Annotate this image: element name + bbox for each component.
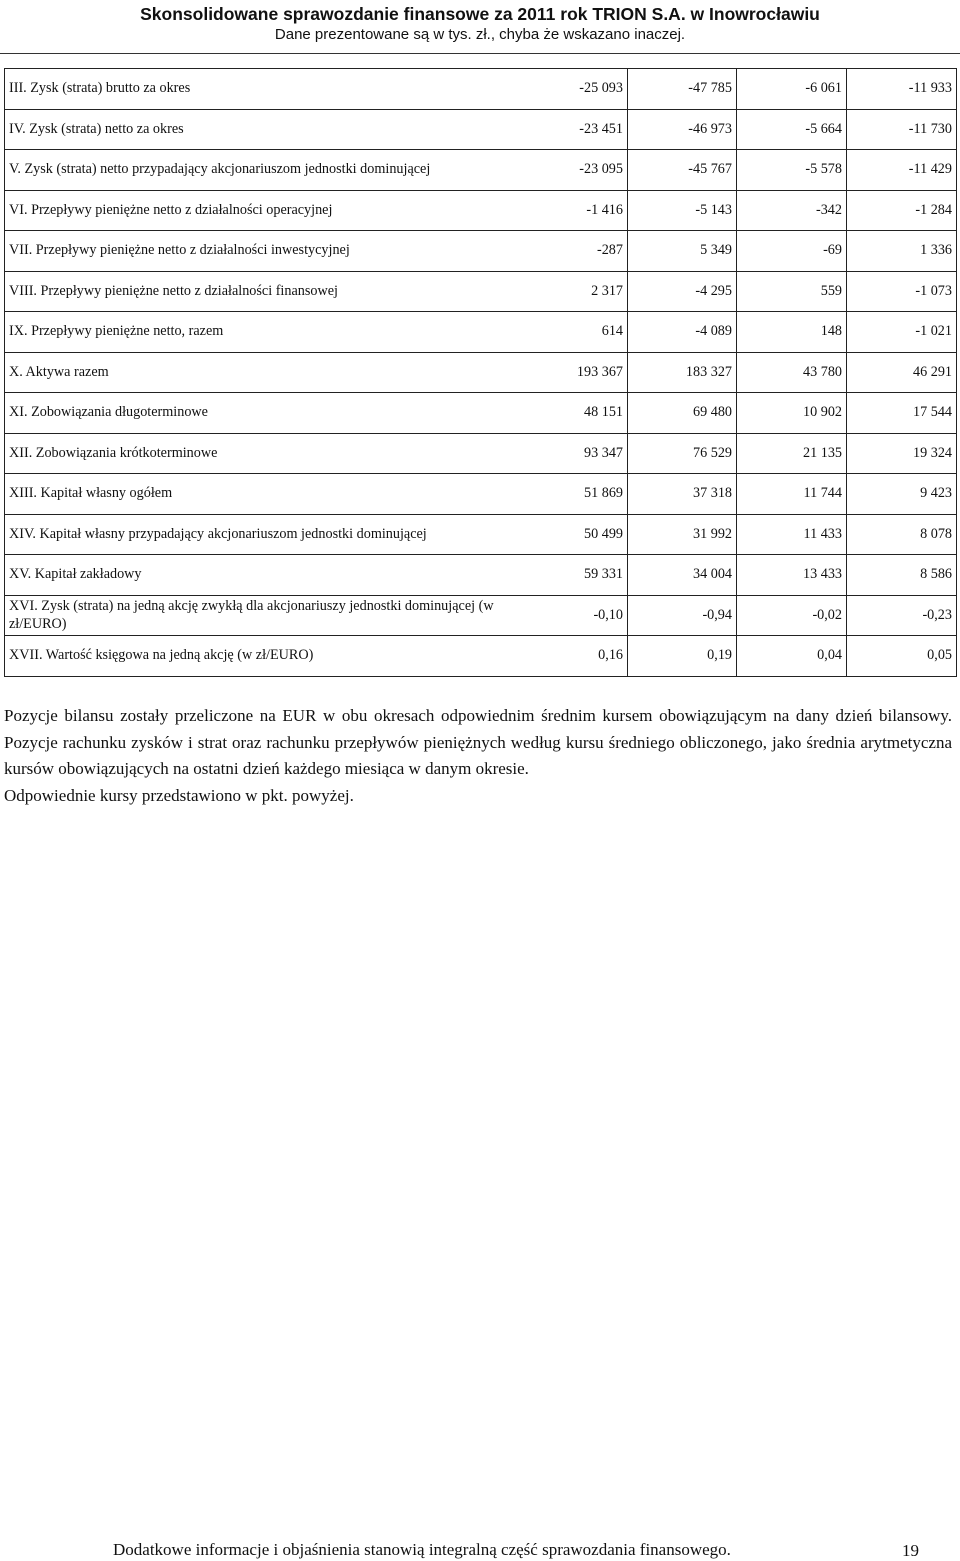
- value-cell: -47 785: [628, 69, 737, 110]
- value-cell: -5 578: [737, 150, 847, 191]
- value-cell: -0,02: [737, 595, 847, 636]
- value-cell: -6 061: [737, 69, 847, 110]
- notes-section: [4, 703, 952, 809]
- table-row: [5, 69, 957, 110]
- value-cell: -0,94: [628, 595, 737, 636]
- value-cell: 31 992: [628, 514, 737, 555]
- value-cell: 8 078: [847, 514, 957, 555]
- table-row: [5, 433, 957, 474]
- value-cell: 34 004: [628, 555, 737, 596]
- value-cell: 48 151: [519, 393, 628, 434]
- row-label: IX. Przepływy pieniężne netto, razem: [5, 312, 519, 353]
- row-label: XIII. Kapitał własny ogółem: [5, 474, 519, 515]
- value-cell: 21 135: [737, 433, 847, 474]
- document-title: Skonsolidowane sprawozdanie finansowe za 2011 rok TRION S.A. w Inowrocławiu: [140, 4, 820, 24]
- value-cell: -11 933: [847, 69, 957, 110]
- value-cell: 50 499: [519, 514, 628, 555]
- header-divider: [0, 53, 960, 54]
- financial-table-body: [5, 69, 957, 677]
- row-label: X. Aktywa razem: [5, 352, 519, 393]
- value-cell: 69 480: [628, 393, 737, 434]
- value-cell: 148: [737, 312, 847, 353]
- page-number: 19: [902, 1541, 919, 1560]
- value-cell: -25 093: [519, 69, 628, 110]
- table-row: [5, 190, 957, 231]
- value-cell: -342: [737, 190, 847, 231]
- value-cell: -1 073: [847, 271, 957, 312]
- row-label: VIII. Przepływy pieniężne netto z działalności finansowej: [5, 271, 519, 312]
- table-row: [5, 109, 957, 150]
- value-cell: -1 416: [519, 190, 628, 231]
- value-cell: -5 143: [628, 190, 737, 231]
- value-cell: 0,04: [737, 636, 847, 677]
- row-label: IV. Zysk (strata) netto za okres: [5, 109, 519, 150]
- value-cell: 17 544: [847, 393, 957, 434]
- value-cell: -69: [737, 231, 847, 272]
- table-row: [5, 514, 957, 555]
- value-cell: 0,19: [628, 636, 737, 677]
- table-row: [5, 393, 957, 434]
- value-cell: 51 869: [519, 474, 628, 515]
- table-row: [5, 271, 957, 312]
- row-label: XVII. Wartość księgowa na jedną akcję (w zł/EURO): [5, 636, 519, 677]
- page-footer-text: Dodatkowe informacje i objaśnienia stanowią integralną część sprawozdania finansowego.: [113, 1540, 731, 1559]
- conversion-note-paragraph: Pozycje bilansu zostały przeliczone na EUR w obu okresach odpowiednim średnim kursem obowiązującym na dany dzień bilansowy. Pozycje rachunku zysków i strat oraz rachunku przepływów pieniężnych według kursu średniego obliczonego, jako średnia arytmetyczna kursów obowiązujących na ostatni dzień każdego miesiąca w danym okresie.: [4, 706, 952, 778]
- value-cell: -287: [519, 231, 628, 272]
- value-cell: 614: [519, 312, 628, 353]
- value-cell: -4 089: [628, 312, 737, 353]
- financial-data-table: [4, 68, 957, 677]
- value-cell: -4 295: [628, 271, 737, 312]
- row-label: XIV. Kapitał własny przypadający akcjonariuszom jednostki dominującej: [5, 514, 519, 555]
- row-label: III. Zysk (strata) brutto za okres: [5, 69, 519, 110]
- table-row: [5, 595, 957, 636]
- rates-reference-paragraph: Odpowiednie kursy przedstawiono w pkt. powyżej.: [4, 785, 354, 805]
- value-cell: -23 095: [519, 150, 628, 191]
- value-cell: 0,16: [519, 636, 628, 677]
- table-row: [5, 555, 957, 596]
- value-cell: 5 349: [628, 231, 737, 272]
- table-row: [5, 312, 957, 353]
- page-header: [0, 0, 960, 45]
- value-cell: -23 451: [519, 109, 628, 150]
- value-cell: -45 767: [628, 150, 737, 191]
- value-cell: 37 318: [628, 474, 737, 515]
- value-cell: 13 433: [737, 555, 847, 596]
- value-cell: -11 730: [847, 109, 957, 150]
- table-row: [5, 474, 957, 515]
- value-cell: 11 744: [737, 474, 847, 515]
- table-row: [5, 150, 957, 191]
- row-label: VII. Przepływy pieniężne netto z działalności inwestycyjnej: [5, 231, 519, 272]
- row-label: VI. Przepływy pieniężne netto z działalności operacyjnej: [5, 190, 519, 231]
- value-cell: 11 433: [737, 514, 847, 555]
- value-cell: 59 331: [519, 555, 628, 596]
- value-cell: -5 664: [737, 109, 847, 150]
- value-cell: 1 336: [847, 231, 957, 272]
- value-cell: 2 317: [519, 271, 628, 312]
- row-label: XI. Zobowiązania długoterminowe: [5, 393, 519, 434]
- value-cell: 19 324: [847, 433, 957, 474]
- value-cell: 93 347: [519, 433, 628, 474]
- value-cell: -0,23: [847, 595, 957, 636]
- value-cell: 559: [737, 271, 847, 312]
- value-cell: 46 291: [847, 352, 957, 393]
- value-cell: 43 780: [737, 352, 847, 393]
- row-label: XV. Kapitał zakładowy: [5, 555, 519, 596]
- value-cell: 8 586: [847, 555, 957, 596]
- value-cell: 10 902: [737, 393, 847, 434]
- document-subtitle: Dane prezentowane są w tys. zł., chyba że wskazano inaczej.: [274, 26, 686, 43]
- row-label: XII. Zobowiązania krótkoterminowe: [5, 433, 519, 474]
- value-cell: -1 284: [847, 190, 957, 231]
- value-cell: -11 429: [847, 150, 957, 191]
- value-cell: 0,05: [847, 636, 957, 677]
- value-cell: 76 529: [628, 433, 737, 474]
- value-cell: 183 327: [628, 352, 737, 393]
- value-cell: -1 021: [847, 312, 957, 353]
- row-label: XVI. Zysk (strata) na jedną akcję zwykłą dla akcjonariuszy jednostki dominującej (w zł/EURO): [5, 595, 519, 636]
- value-cell: 9 423: [847, 474, 957, 515]
- value-cell: -46 973: [628, 109, 737, 150]
- value-cell: 193 367: [519, 352, 628, 393]
- table-row: [5, 352, 957, 393]
- table-row: [5, 636, 957, 677]
- row-label: V. Zysk (strata) netto przypadający akcjonariuszom jednostki dominującej: [5, 150, 519, 191]
- value-cell: -0,10: [519, 595, 628, 636]
- table-row: [5, 231, 957, 272]
